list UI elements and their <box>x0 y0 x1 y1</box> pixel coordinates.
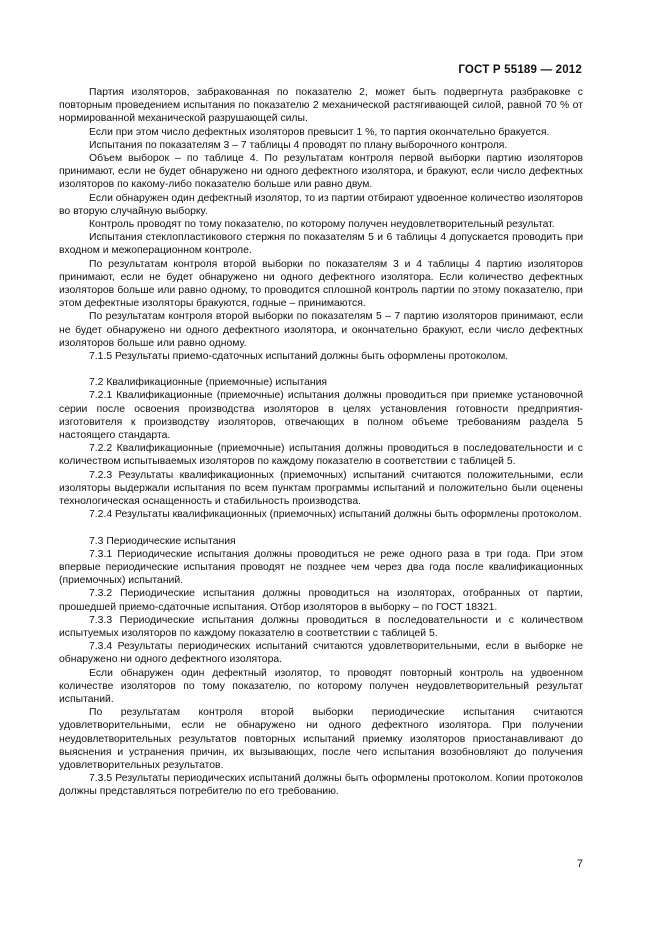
paragraph: 7.3.3 Периодические испытания должны проводиться в последовательности и с количеством испытуемых изоляторов по каждому показателю в соответствии с таблицей 5. <box>59 614 583 639</box>
section-heading-7-3: 7.3 Периодические испытания <box>89 535 236 547</box>
paragraph: Партия изоляторов, забракованная по показателю 2, может быть подвергнута разбраковке с повторным проведением испытания по показателю 2 механической растягивающей силой, равной 70 % от нормированной механической разрушающей силы. <box>59 87 583 125</box>
paragraph: 7.1.5 Результаты приемо-сдаточных испытаний должны быть оформлены протоколом. <box>89 351 509 363</box>
document-header: ГОСТ Р 55189 — 2012 <box>458 64 582 76</box>
paragraph: 7.2.2 Квалификационные (приемочные) испытания должны проводиться в последовательности и с количеством испытываемых изоляторов по каждому показателю в соответствии с таблицей 5. <box>59 443 583 468</box>
paragraph: Контроль проводят по тому показателю, по которому получен неудовлетворительный результат. <box>89 219 555 231</box>
paragraph: 7.3.5 Результаты периодических испытаний должны быть оформлены протоколом. Копии протоколов должны представляться потребителю по его требованию. <box>59 773 583 798</box>
paragraph: По результатам контроля второй выборки по показателям 5 – 7 партию изоляторов принимают, если не будет обнаружено ни одного дефектного изолятора, и окончательно бракуют, если число дефектных изоляторов больше или равно одному. <box>59 311 583 349</box>
paragraph: 7.2.1 Квалификационные (приемочные) испытания должны проводиться при приемке установочной серии после освоения производства изоляторов в целях установления готовности предприятия-изготовителя к производству изоляторов, отвечающих в полном объеме требованиям раздела 5 настоящего стандарта. <box>59 390 583 442</box>
paragraph: 7.3.4 Результаты периодических испытаний считаются удовлетворительными, если в выборке не обнаружено ни одного дефектного изолятора. <box>59 641 583 666</box>
paragraph: Объем выборок – по таблице 4. По результатам контроля первой выборки партию изоляторов принимают, если не будет обнаружено ни одного дефектного изолятора, и бракуют, если число дефектных изоляторов по какому-либо показателю больше или равно двум. <box>59 153 583 191</box>
paragraph: Если обнаружен один дефектный изолятор, то из партии отбирают удвоенное количество изоляторов во вторую случайную выборку. <box>59 192 583 217</box>
paragraph: Испытания по показателям 3 – 7 таблицы 4 проводят по плану выборочного контроля. <box>89 139 508 151</box>
paragraph: 7.2.4 Результаты квалификационных (приемочных) испытаний должны быть оформлены протоколом. <box>89 509 582 521</box>
paragraph: Если при этом число дефектных изоляторов превысит 1 %, то партия окончательно бракуется. <box>89 126 550 138</box>
paragraph: Испытания стеклопластикового стержня по показателям 5 и 6 таблицы 4 допускается проводить при входном и межоперационном контроле. <box>59 232 583 257</box>
paragraph: Если обнаружен один дефектный изолятор, то проводят повторный контроль на удвоенном количестве изоляторов по тому показателю, по которому получен неудовлетворительный результат испытаний. <box>59 667 583 705</box>
document-body <box>59 86 583 799</box>
paragraph: 7.3.1 Периодические испытания должны проводиться не реже одного раза в три года. При этом впервые периодические испытания проводят не позднее чем через два года после квалификационных (приемочных) испытаний. <box>59 548 583 587</box>
paragraph: По результатам контроля второй выборки по показателям 3 и 4 таблицы 4 партию изоляторов принимают, если не будет обнаружено ни одного дефектного изолятора. Если количество дефектных изоляторов больше или равно одному, то проводится сплошной контроль партии по этому показателю, при этом дефектные изоляторы бракуются, годные – принимаются. <box>59 258 583 310</box>
page-number: 7 <box>576 858 583 870</box>
paragraph: По результатам контроля второй выборки периодические испытания считаются удовлетворительными, если не обнаружено ни одного дефектного изолятора. При получении неудовлетворительных результатов повторных испытаний приемку изоляторов приостанавливают до выяснения и устранения причин, их вызывающих, после чего испытания возобновляют до получения удовлетворительных результатов. <box>59 707 583 771</box>
paragraph: 7.3.2 Периодические испытания должны проводиться на изоляторах, отобранных от партии, прошедшей приемо-сдаточные испытания. Отбор изоляторов в выборку – по ГОСТ 18321. <box>59 588 583 613</box>
section-heading-7-2: 7.2 Квалификационные (приемочные) испытания <box>89 377 328 389</box>
paragraph: 7.2.3 Результаты квалификационных (приемочных) испытаний считаются положительными, если изоляторы выдержали испытания по всем пунктам программы испытаний и положительно были оценены технологическая оснащенность и стабильность производства. <box>59 469 583 508</box>
